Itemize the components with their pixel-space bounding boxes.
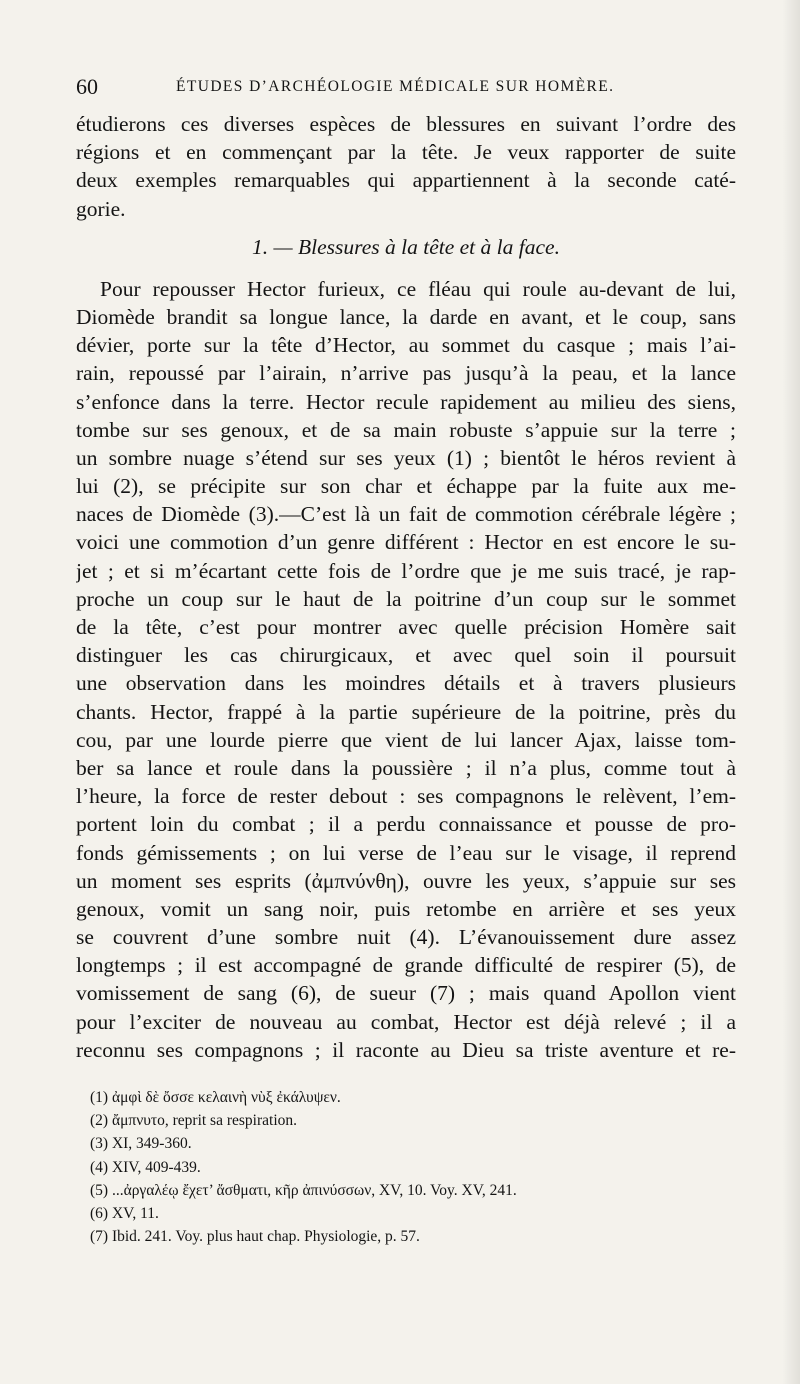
text-line: distinguer les cas chirurgicaux, et avec quel soin il poursuit (76, 643, 736, 668)
footnote: (7) Ibid. 241. Voy. plus haut chap. Physiologie, p. 57. (90, 1228, 420, 1246)
text-line: longtemps ; il est accompagné de grande difficulté de respirer (5), de (76, 953, 736, 978)
page-number: 60 (76, 74, 98, 99)
footnote: (2) ἄμπνυτο, reprit sa respiration. (90, 1112, 298, 1130)
text-line: dévier, porte sur la tête d’Hector, au sommet du casque ; mais l’ai- (76, 333, 736, 358)
running-title: ÉTUDES D’ARCHÉOLOGIE MÉDICALE SUR HOMÈRE. (176, 78, 615, 95)
text-line: un sombre nuage s’étend sur ses yeux (1) ; bientôt le héros revient à (76, 445, 736, 470)
text-line: proche un coup sur le haut de la poitrine d’un coup sur le sommet (76, 586, 736, 611)
text-line: tombe sur ses genoux, et de sa main robuste s’appuie sur la terre ; (76, 417, 736, 442)
text-line: se couvrent d’une sombre nuit (4). L’évanouissement dure assez (76, 925, 736, 950)
body-text (76, 110, 736, 1064)
text-line: voici une commotion d’un genre différent : Hector en est encore le su- (76, 530, 736, 555)
text-line: lui (2), se précipite sur son char et échappe par la fuite aux me- (76, 474, 736, 499)
text-line: jet ; et si m’écartant cette fois de l’ordre que je me suis tracé, je rap- (76, 558, 736, 583)
text-line: genoux, vomit un sang noir, puis retombe en arrière et ses yeux (76, 896, 736, 921)
text-line: Diomède brandit sa longue lance, la darde en avant, et le coup, sans (76, 304, 736, 329)
text-line: étudierons ces diverses espèces de blessures en suivant l’ordre des (76, 112, 736, 136)
footnote: (6) XV, 11. (90, 1204, 159, 1222)
text-line: gorie. (76, 196, 126, 221)
footnotes (90, 1086, 650, 1248)
text-line: un moment ses esprits (ἀμπνύνθη), ouvre les yeux, s’appuie sur ses (76, 868, 736, 893)
text-line: fonds gémissements ; on lui verse de l’eau sur le visage, il reprend (76, 840, 736, 865)
text-line: s’enfonce dans la terre. Hector recule rapidement au milieu des siens, (76, 389, 736, 414)
text-line: portent loin du combat ; il a perdu connaissance et pousse de pro- (76, 812, 736, 837)
text-line: vomissement de sang (6), de sueur (7) ; mais quand Apollon vient (76, 981, 736, 1006)
page-header (76, 74, 736, 104)
text-line: naces de Diomède (3).—C’est là un fait de commotion cérébrale légère ; (76, 502, 736, 527)
footnote: (4) XIV, 409-439. (90, 1158, 201, 1176)
text-line: une observation dans les moindres détails et à travers plusieurs (76, 671, 736, 696)
footnote: (1) ἀμφὶ δὲ ὄσσε κελαινὴ νὺξ ἐκάλυψεν. (90, 1089, 341, 1106)
footnote: (3) XI, 349-360. (90, 1135, 192, 1153)
text-line: de la tête, c’est pour montrer avec quelle précision Homère sait (76, 615, 736, 639)
section-heading: 1. — Blessures à la tête et à la face. (252, 234, 560, 259)
text-line: cou, par une lourde pierre que vient de lui lancer Ajax, laisse tom- (76, 727, 736, 752)
page-gutter-shadow (782, 0, 800, 1384)
text-line: rain, repoussé par l’airain, n’arrive pas jusqu’à la peau, et la lance (76, 361, 736, 386)
text-line: l’heure, la force de rester debout : ses compagnons le relèvent, l’em- (76, 784, 736, 809)
footnote: (5) ...ἀργαλέῳ ἔχετ’ ἄσθματι, κῆρ ἀπινύσσων, XV, 10. Voy. XV, 241. (90, 1181, 517, 1199)
text-line: chants. Hector, frappé à la partie supérieure de la poitrine, près du (76, 699, 736, 724)
text-line: régions et en commençant par la tête. Je veux rapporter de suite (76, 140, 736, 165)
text-line: Pour repousser Hector furieux, ce fléau qui roule au-devant de lui, (100, 276, 736, 301)
text-line: deux exemples remarquables qui appartiennent à la seconde caté- (76, 168, 736, 193)
text-line: ber sa lance et roule dans la poussière ; il n’a plus, comme tout à (76, 755, 736, 780)
text-line: pour l’exciter de nouveau au combat, Hector est déjà relevé ; il a (76, 1009, 736, 1034)
text-line: reconnu ses compagnons ; il raconte au Dieu sa triste aventure et re- (76, 1037, 736, 1062)
